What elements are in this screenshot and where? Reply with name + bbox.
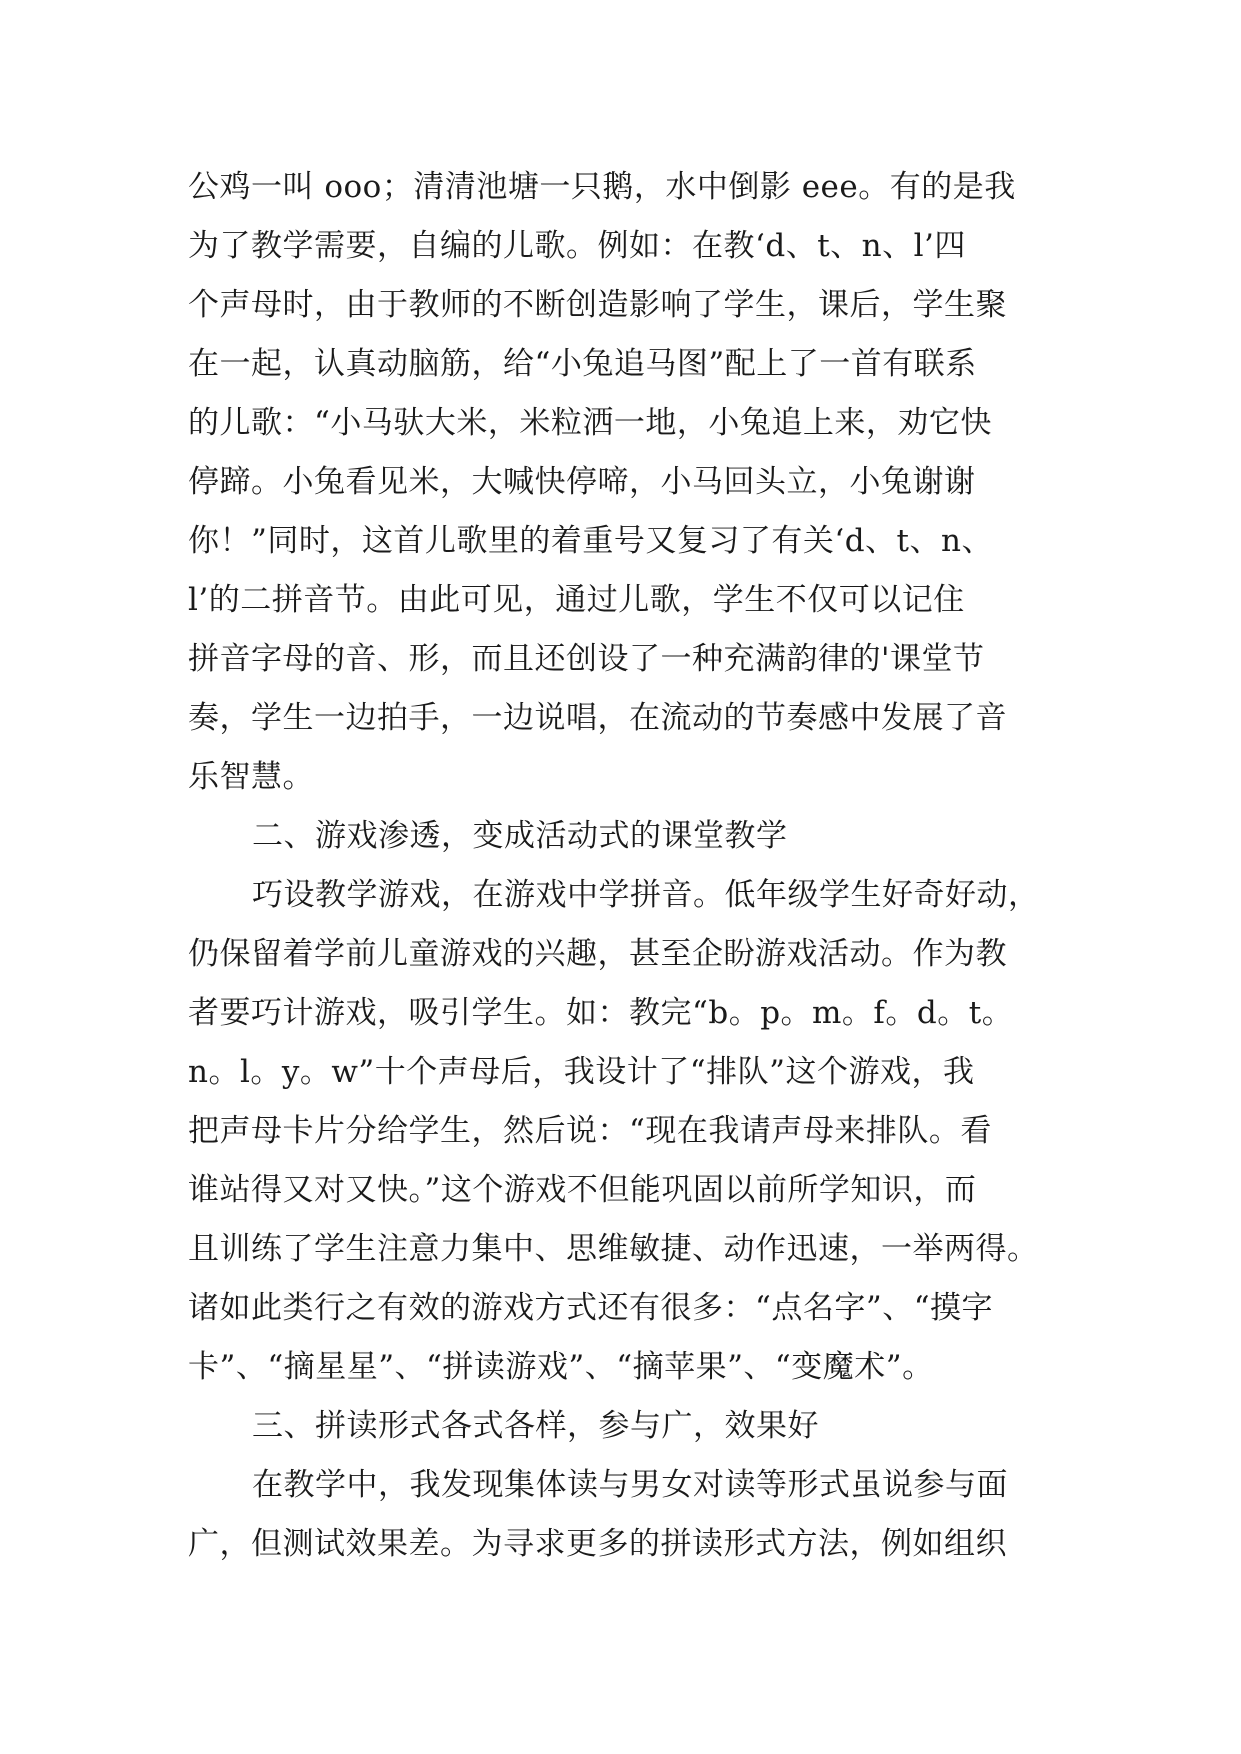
paragraph-line: 奏，学生一边拍手，一边说唱，在流动的节奏感中发展了音	[188, 700, 1007, 736]
paragraph-line: 公鸡一叫 ooo；清清池塘一只鹅，水中倒影 eee。有的是我	[188, 169, 1016, 205]
paragraph-line: 谁站得又对又快。”这个游戏不但能巩固以前所学知识，而	[188, 1172, 977, 1208]
paragraph-line: 在一起，认真动脑筋，给“小兔追马图”配上了一首有联系	[188, 346, 977, 382]
paragraph-line: 为了教学需要，自编的儿歌。例如：在教‘d、t、n、l’四	[188, 228, 966, 264]
paragraph-first-line: 在教学中，我发现集体读与男女对读等形式虽说参与面	[252, 1467, 1008, 1503]
paragraph-line: 个声母时，由于教师的不断创造影响了学生，课后，学生聚	[188, 287, 1007, 323]
paragraph-line: 广，但测试效果差。为寻求更多的拼读形式方法，例如组织	[188, 1526, 1007, 1562]
paragraph-line: 把声母卡片分给学生，然后说：“现在我请声母来排队。看	[188, 1113, 992, 1149]
paragraph-line: n。l。y。w”十个声母后，我设计了“排队”这个游戏，我	[188, 1054, 975, 1090]
paragraph-line: 乐智慧。	[188, 759, 314, 795]
paragraph-line: 仍保留着学前儿童游戏的兴趣，甚至企盼游戏活动。作为教	[188, 936, 1007, 972]
paragraph-line: 你！”同时，这首儿歌里的着重号又复习了有关‘d、t、n、	[188, 523, 993, 559]
paragraph-line: 拼音字母的音、形，而且还创设了一种充满韵律的'课堂节	[188, 641, 985, 677]
paragraph-first-line: 巧设教学游戏，在游戏中学拼音。低年级学生好奇好动，	[252, 877, 1040, 913]
paragraph-line: 者要巧计游戏，吸引学生。如：教完“b。p。m。f。d。t。	[188, 995, 1014, 1031]
paragraph-line: 的儿歌：“小马驮大米，米粒洒一地，小兔追上来，劝它快	[188, 405, 992, 441]
section-heading: 三、拼读形式各式各样，参与广，效果好	[252, 1408, 819, 1444]
paragraph-line: 卡”、“摘星星”、“拼读游戏”、“摘苹果”、“变魔术”。	[188, 1349, 934, 1385]
document-body	[188, 158, 1060, 1574]
paragraph-line: 诸如此类行之有效的游戏方式还有很多：“点名字”、“摸字	[188, 1290, 994, 1326]
paragraph-line: 停蹄。小兔看见米，大喊快停啼，小马回头立，小兔谢谢	[188, 464, 976, 500]
paragraph-line: 且训练了学生注意力集中、思维敏捷、动作迅速，一举两得。	[188, 1231, 1039, 1267]
section-heading: 二、游戏渗透，变成活动式的课堂教学	[252, 818, 788, 854]
paragraph-line: l’的二拼音节。由此可见，通过儿歌，学生不仅可以记住	[188, 582, 965, 618]
